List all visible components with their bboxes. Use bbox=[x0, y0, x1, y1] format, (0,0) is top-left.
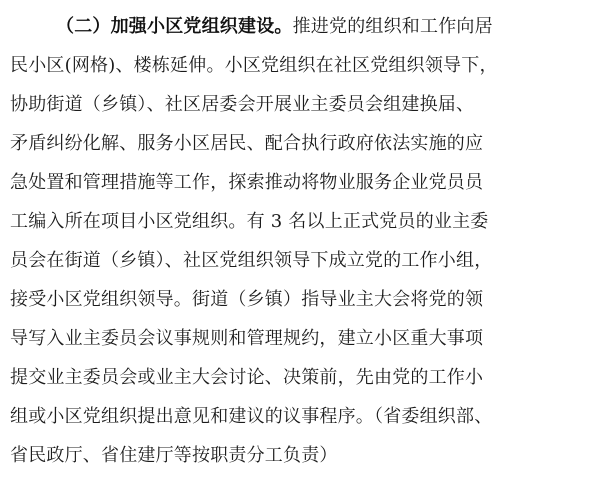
paragraph-line-10: 提交业主委员会或业主大会讨论、决策前，先由党的工作小 bbox=[10, 367, 484, 388]
paragraph-line-3: 协助街道（乡镇）、社区居委会开展业主委员会组建换届、 bbox=[10, 94, 475, 115]
paragraph-line-7: 员会在街道（乡镇）、社区党组织领导下成立党的工作小组， bbox=[10, 250, 493, 271]
paragraph-line-6: 工编入所在项目小区党组织。有 3 名以上正式党员的业主委 bbox=[10, 211, 489, 232]
paragraph-text: 推进党的组织和工作向居 bbox=[292, 16, 493, 37]
paragraph-line-12: 省民政厅、省住建厅等按职责分工负责） bbox=[10, 445, 338, 466]
paragraph-line-9: 导写入业主委员会议事规则和管理规约，建立小区重大事项 bbox=[10, 328, 484, 349]
paragraph-line-11: 组或小区党组织提出意见和建议的议事程序。（省委组织部、 bbox=[10, 406, 493, 427]
section-heading: （二）加强小区党组织建设。 bbox=[56, 16, 293, 37]
paragraph-line-4: 矛盾纠纷化解、服务小区居民、配合执行政府依法实施的应 bbox=[10, 133, 484, 154]
paragraph-line-8: 接受小区党组织领导。街道（乡镇）指导业主大会将党的领 bbox=[10, 289, 484, 310]
paragraph-line-1 bbox=[56, 12, 590, 42]
paragraph-line-5: 急处置和管理措施等工作，探索推动将物业服务企业党员员 bbox=[10, 172, 484, 193]
paragraph-line-2: 民小区(网格)、楼栋延伸。小区党组织在社区党组织领导下， bbox=[10, 55, 498, 76]
